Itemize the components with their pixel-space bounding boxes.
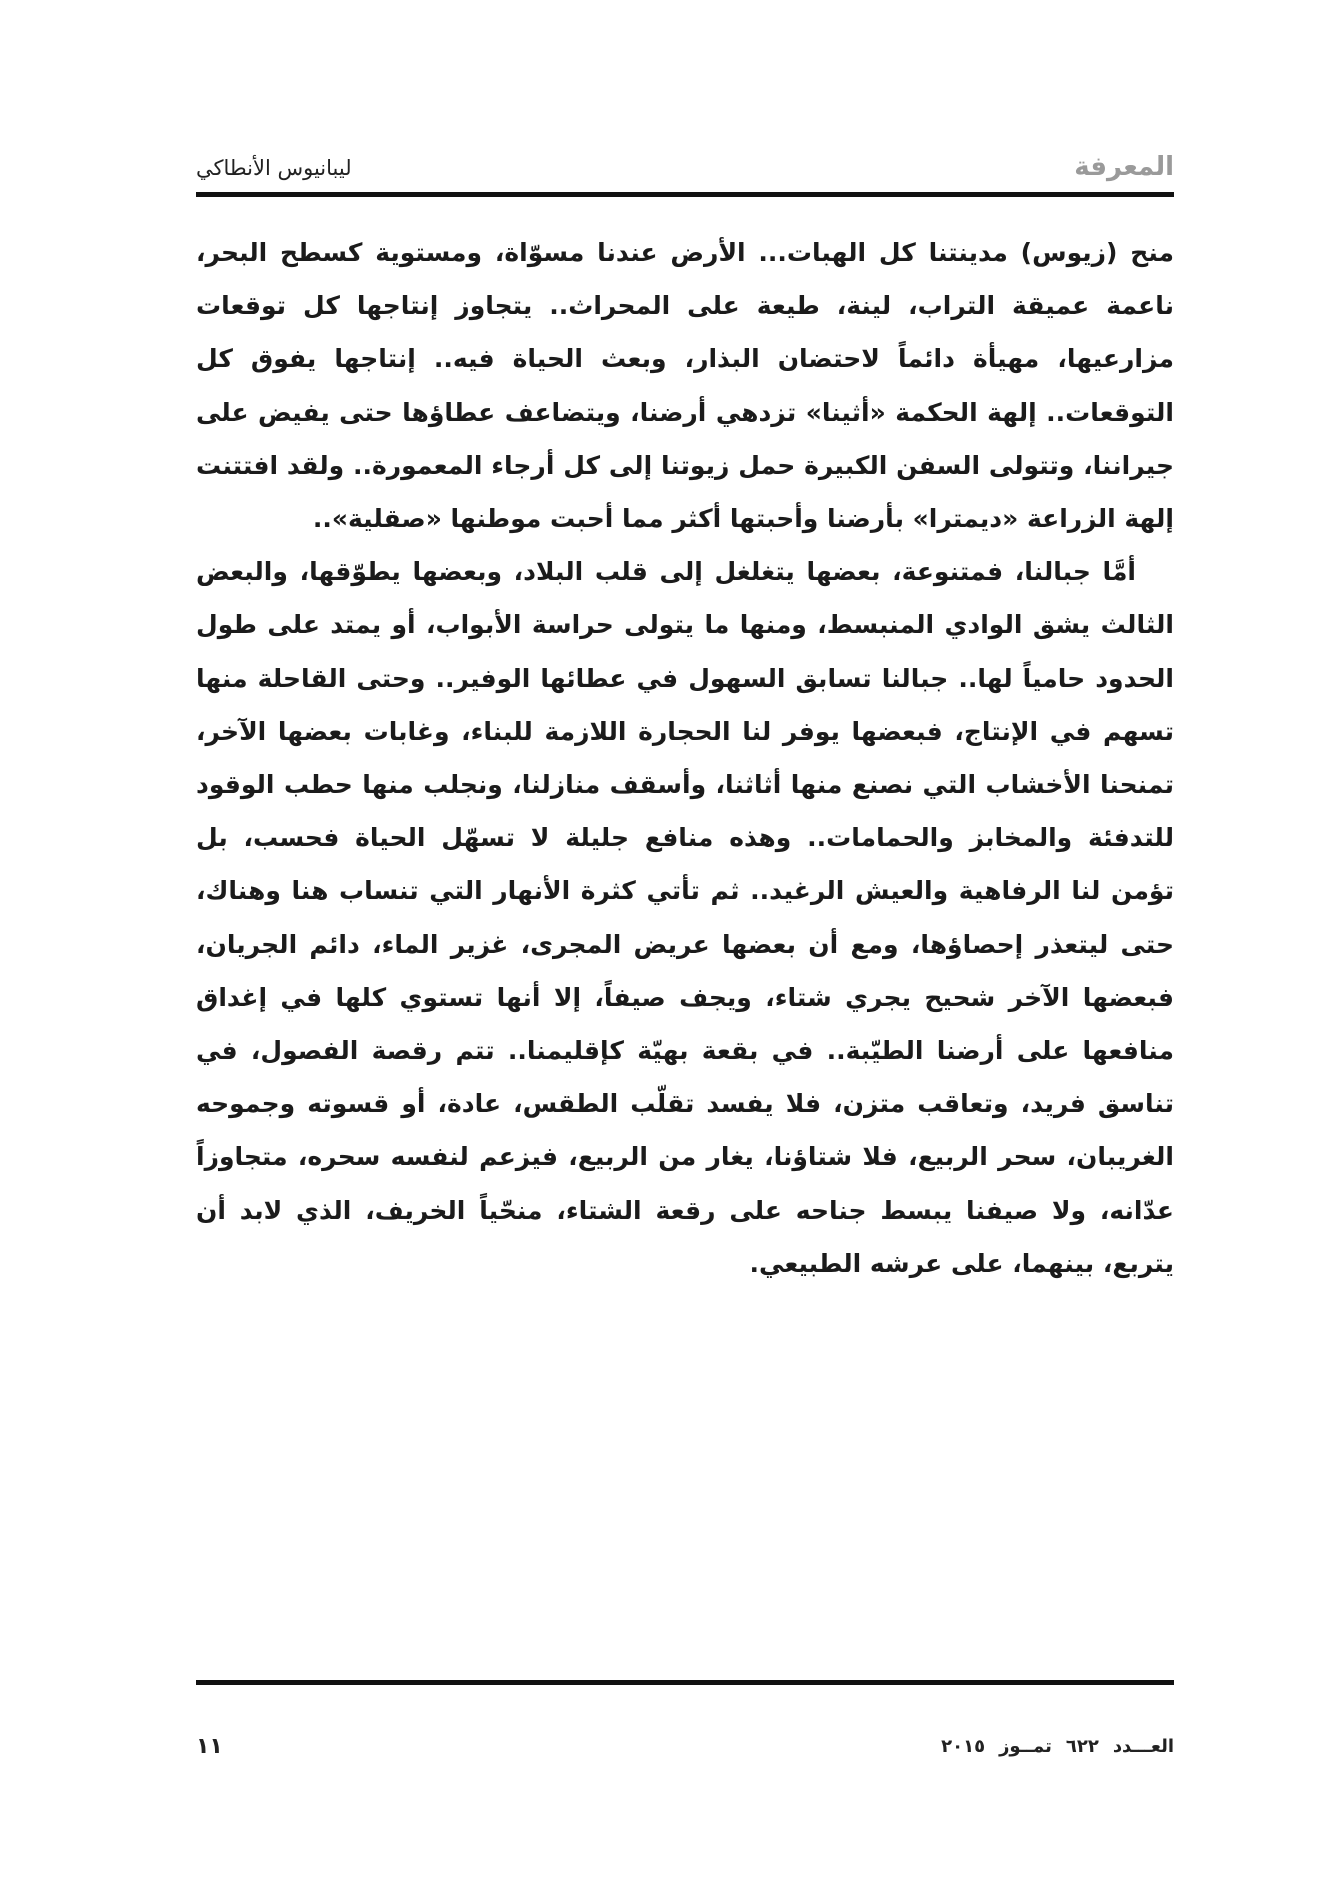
paragraph-1: منح (زيوس) مدينتنا كل الهبات... الأرض عندنا مسوّاة، ومستوية كسطح البحر، ناعمة عميقة التراب، لينة، طيعة على المحراث.. يتجاوز إنتاجها كل توقعات مزارعيها، مهيأة دائماً لاحتضان البذار، وبعث الحياة فيه.. إنتاجها يفوق كل التوقعات.. إلهة الحكمة «أثينا» تزدهي أرضنا، ويتضاعف عطاؤها حتى يفيض على جيراننا، وتتولى السفن الكبيرة حمل زيوتنا إلى كل أرجاء المعمورة.. ولقد افتتنت إلهة الزراعة «ديمترا» بأرضنا وأحبتها أكثر مما أحبت موطنها «صقلية».. (196, 238, 1174, 534)
issue-info (927, 1736, 1174, 1757)
issue-number: ٦٢٢ (1065, 1736, 1099, 1757)
magazine-name: المعرفة (1074, 152, 1174, 182)
issue-year: ٢٠١٥ (941, 1736, 986, 1757)
page-footer (196, 1736, 1174, 1776)
issue-month: تمــوز (999, 1736, 1052, 1757)
paragraph-2: أمَّا جبالنا، فمتنوعة، بعضها يتغلغل إلى قلب البلاد، وبعضها يطوّقها، والبعض الثالث يشق الوادي المنبسط، ومنها ما يتولى حراسة الأبواب، أو يمتد على طول الحدود حامياً لها.. جبالنا تسابق السهول في عطائها الوفير.. وحتى القاحلة منها تسهم في الإنتاج، فبعضها يوفر لنا الحجارة اللازمة للبناء، وغابات بعضها الآخر، تمنحنا الأخشاب التي نصنع منها أثاثنا، وأسقف منازلنا، ونجلب منها حطب الوقود للتدفئة والمخابز والحمامات.. وهذه منافع جليلة لا تسهّل الحياة فحسب، بل تؤمن لنا الرفاهية والعيش الرغيد.. ثم تأتي كثرة الأنهار التي تنساب هنا وهناك، حتى ليتعذر إحصاؤها، ومع أن بعضها عريض المجرى، غزير الماء، دائم الجريان، فبعضها الآخر شحيح يجري شتاء، ويجف صيفاً، إلا أنها تستوي كلها في إغداق منافعها على أرضنا الطيّبة.. في بقعة بهيّة كإقليمنا.. تتم رقصة الفصول، في تناسق فريد، وتعاقب متزن، فلا يفسد تقلّب الطقس، عادة، أو قسوته وجموحه الغريبان، سحر الربيع، فلا شتاؤنا، يغار من الربيع، فيزعم لنفسه سحره، متجاوزاً عدّانه، ولا صيفنا يبسط جناحه على رقعة الشتاء، منحّياً الخريف، الذي لابد أن يتربع، بينهما، على عرشه الطبيعي. (196, 557, 1174, 1278)
header-divider (196, 192, 1174, 197)
article-body (196, 226, 1174, 1290)
issue-label: العـــدد (1112, 1736, 1174, 1757)
running-title: ليبانيوس الأنطاكي (196, 156, 352, 180)
footer-divider (196, 1680, 1174, 1685)
page-number: ١١ (196, 1734, 223, 1759)
page-header (196, 150, 1174, 190)
